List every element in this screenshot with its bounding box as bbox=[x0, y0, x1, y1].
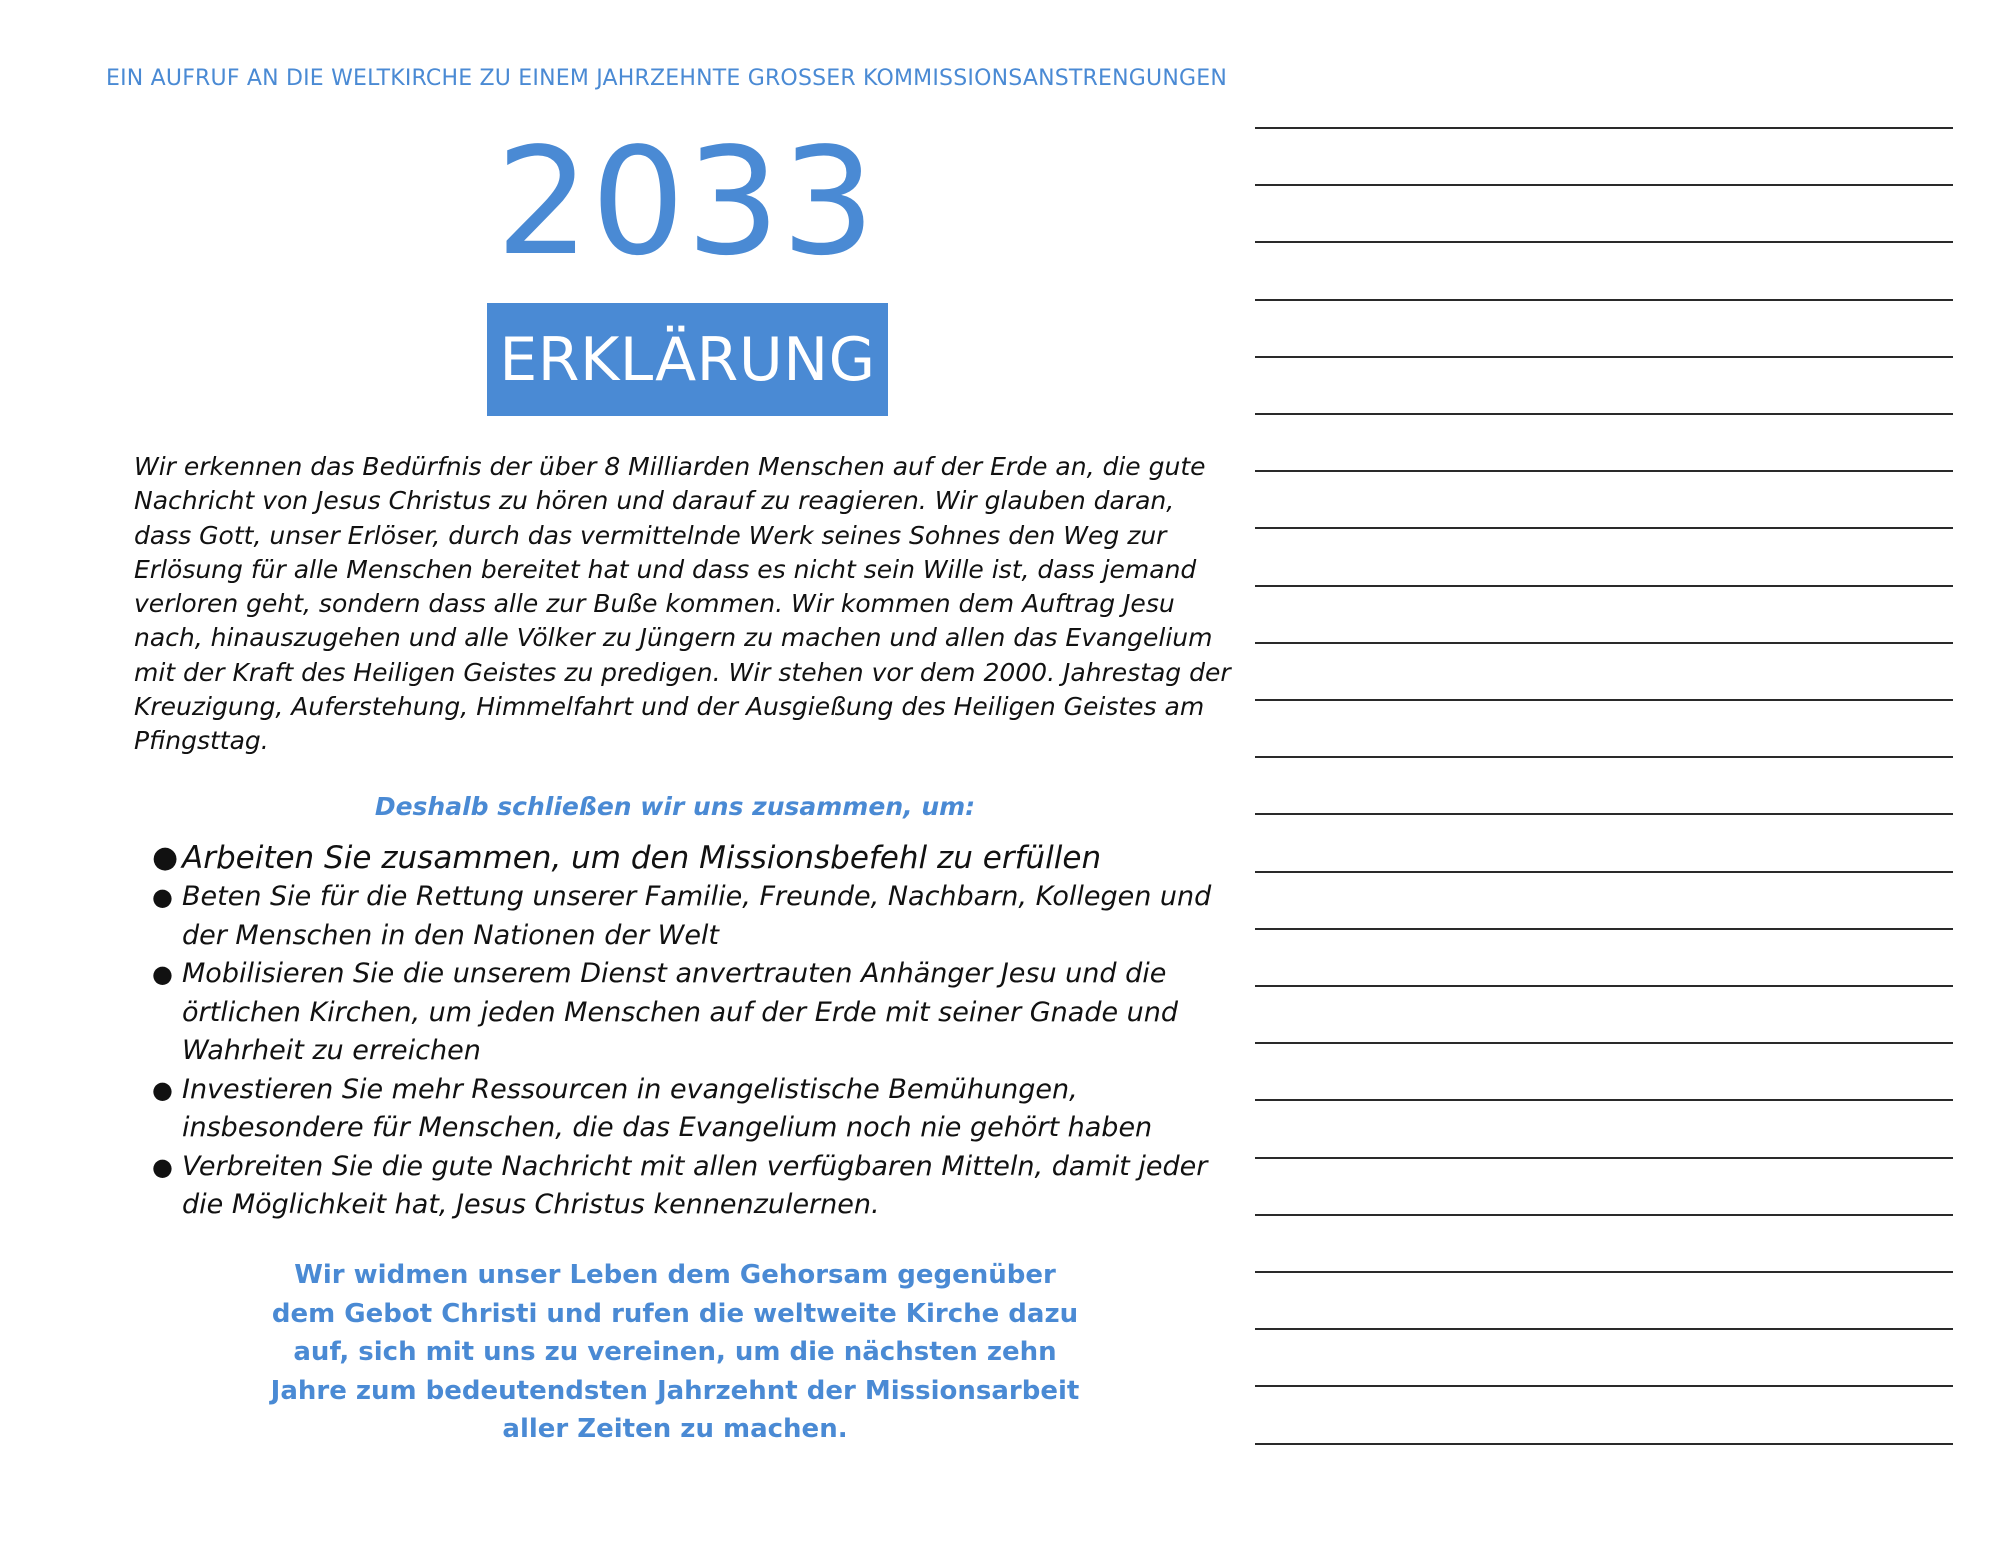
declaration-banner bbox=[487, 303, 888, 416]
closing-line: aller Zeiten zu machen. bbox=[502, 1414, 848, 1444]
bullet-icon: ● bbox=[152, 840, 179, 875]
intro-line: mit der Kraft des Heiligen Geistes zu predigen. Wir stehen vor dem 2000. Jahrestag der bbox=[134, 657, 1231, 687]
tagline: EIN AUFRUF AN DIE WELTKIRCHE ZU EINEM JAHRZEHNTE GROSSER KOMMISSIONSANSTRENGUNGEN bbox=[106, 66, 1227, 91]
signature-line bbox=[1255, 184, 1953, 186]
list-item bbox=[140, 955, 1240, 1071]
intro-line: dass Gott, unser Erlöser, durch das vermittelnde Werk seines Sohnes den Weg zur bbox=[134, 520, 1167, 550]
signature-line bbox=[1255, 928, 1953, 930]
signature-line bbox=[1255, 871, 1953, 873]
signature-lines bbox=[1255, 0, 1953, 1545]
signature-line bbox=[1255, 1214, 1953, 1216]
signature-line bbox=[1255, 1328, 1953, 1330]
signature-line bbox=[1255, 1157, 1953, 1159]
bullet-icon: ● bbox=[152, 1152, 173, 1181]
signature-line bbox=[1255, 585, 1953, 587]
signature-line bbox=[1255, 127, 1953, 129]
signature-line bbox=[1255, 756, 1953, 758]
list-item bbox=[140, 878, 1240, 955]
intro-line: Erlösung für alle Menschen bereitet hat und dass es nicht sein Wille ist, dass jemand bbox=[134, 554, 1197, 584]
list-item-text: Investieren Sie mehr Ressourcen in evangelistische Bemühungen, bbox=[182, 1073, 1078, 1105]
intro-line: Nachricht von Jesus Christus zu hören und darauf zu reagieren. Wir glauben daran, bbox=[134, 486, 1175, 516]
signature-line bbox=[1255, 356, 1953, 358]
signature-line bbox=[1255, 1042, 1953, 1044]
list-item-text: die Möglichkeit hat, Jesus Christus kennenzulernen. bbox=[182, 1189, 880, 1220]
signature-line bbox=[1255, 1271, 1953, 1273]
closing-line: auf, sich mit uns zu vereinen, um die nächsten zehn bbox=[293, 1337, 1057, 1367]
signature-line bbox=[1255, 1385, 1953, 1387]
signature-line bbox=[1255, 813, 1953, 815]
list-item-text: insbesondere für Menschen, die das Evangelium noch nie gehört haben bbox=[182, 1112, 1153, 1143]
list-item bbox=[140, 838, 1240, 878]
commitment-list bbox=[140, 838, 1240, 1225]
list-item-text: Arbeiten Sie zusammen, um den Missionsbefehl zu erfüllen bbox=[182, 840, 1102, 876]
closing-statement bbox=[250, 1256, 1100, 1449]
closing-line: Wir widmen unser Leben dem Gehorsam gegenüber bbox=[294, 1260, 1056, 1290]
signature-line bbox=[1255, 985, 1953, 987]
signature-line bbox=[1255, 642, 1953, 644]
signature-line bbox=[1255, 241, 1953, 243]
list-item-text: Beten Sie für die Rettung unserer Familie, Freunde, Nachbarn, Kollegen und bbox=[182, 881, 1212, 912]
year-heading: 2033 bbox=[495, 116, 877, 288]
signature-line bbox=[1255, 527, 1953, 529]
signature-line bbox=[1255, 470, 1953, 472]
banner-label: ERKLÄRUNG bbox=[499, 324, 876, 395]
signature-line bbox=[1255, 299, 1953, 301]
list-item-text: Wahrheit zu erreichen bbox=[182, 1035, 481, 1066]
signature-line bbox=[1255, 1099, 1953, 1101]
intro-line: Kreuzigung, Auferstehung, Himmelfahrt und der Ausgießung des Heiligen Geistes am bbox=[134, 692, 1205, 722]
list-item-text: Mobilisieren Sie die unserem Dienst anvertrauten Anhänger Jesu und die bbox=[182, 958, 1167, 989]
list-item-text: der Menschen in den Nationen der Welt bbox=[182, 919, 720, 951]
bullet-icon: ● bbox=[152, 960, 173, 988]
list-item bbox=[140, 1071, 1240, 1148]
intro-line: Wir erkennen das Bedürfnis der über 8 Milliarden Menschen auf der Erde an, die gute bbox=[134, 452, 1206, 481]
intro-line: nach, hinauszugehen und alle Völker zu Jüngern zu machen und allen das Evangelium bbox=[134, 623, 1213, 653]
list-item bbox=[140, 1148, 1240, 1225]
signature-line bbox=[1255, 413, 1953, 415]
signature-line bbox=[1255, 1443, 1953, 1445]
lead-heading: Deshalb schließen wir uns zusammen, um: bbox=[374, 792, 976, 821]
bullet-icon: ● bbox=[152, 883, 173, 911]
intro-paragraph bbox=[134, 450, 1231, 759]
list-item-text: örtlichen Kirchen, um jeden Menschen auf der Erde mit seiner Gnade und bbox=[182, 996, 1179, 1028]
signature-line bbox=[1255, 699, 1953, 701]
intro-line: Pfingsttag. bbox=[134, 726, 269, 756]
list-item-text: Verbreiten Sie die gute Nachricht mit allen verfügbaren Mitteln, damit jeder bbox=[182, 1150, 1208, 1182]
closing-line: Jahre zum bedeutendsten Jahrzehnt der Missionsarbeit bbox=[270, 1375, 1080, 1406]
closing-line: dem Gebot Christi und rufen die weltweite Kirche dazu bbox=[271, 1298, 1079, 1329]
intro-line: verloren geht, sondern dass alle zur Buße kommen. Wir kommen dem Auftrag Jesu bbox=[134, 589, 1175, 619]
bullet-icon: ● bbox=[152, 1075, 173, 1104]
